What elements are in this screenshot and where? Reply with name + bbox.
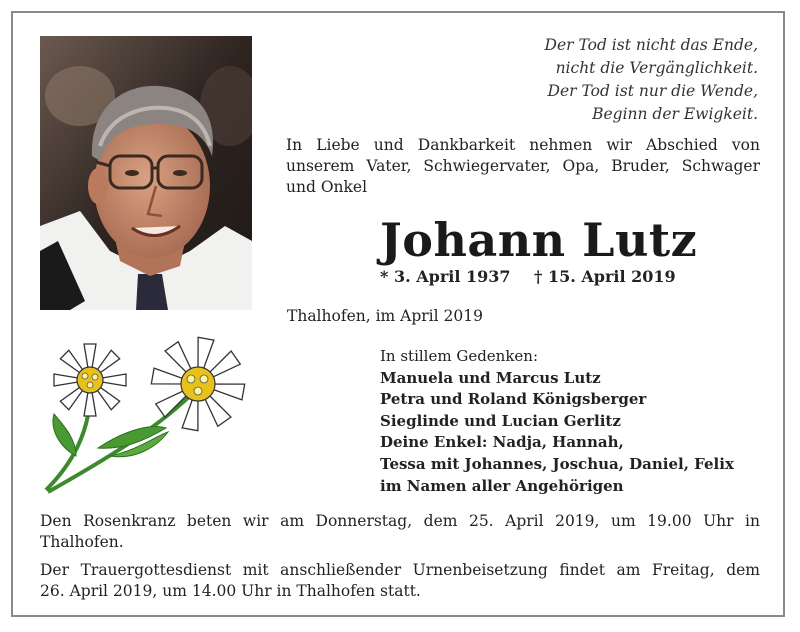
place-date: Thalhofen, im April 2019	[287, 307, 483, 325]
deceased-name: Johann Lutz	[380, 213, 698, 267]
intro-line: und Onkel	[286, 178, 368, 196]
notice-line: Thalhofen.	[40, 533, 124, 551]
mourner-name: im Namen aller Angehörigen	[380, 476, 624, 495]
mourners-block	[380, 346, 734, 497]
poem-line: nicht die Vergänglichkeit.	[555, 59, 758, 77]
mourner-name: Sieglinde und Lucian Gerlitz	[380, 411, 621, 430]
poem-line: Beginn der Ewigkeit.	[592, 105, 758, 123]
intro-text	[286, 135, 760, 198]
notice-line: 26. April 2019, um 14.00 Uhr in Thalhofen statt.	[40, 582, 421, 600]
portrait-photo	[40, 36, 252, 310]
edelweiss-icon	[38, 328, 258, 498]
mourner-name: Deine Enkel: Nadja, Hannah,	[380, 433, 624, 452]
mourners-lead: In stillem Gedenken:	[380, 347, 539, 365]
notice-line: Der Trauergottesdienst mit anschließender Urnenbeisetzung findet am Freitag, dem	[40, 561, 760, 579]
mourner-name: Petra und Roland Königsberger	[380, 390, 647, 409]
poem-line: Der Tod ist nicht das Ende,	[544, 36, 758, 54]
notice-line: Den Rosenkranz beten wir am Donnerstag, dem 25. April 2019, um 19.00 Uhr in	[40, 512, 760, 530]
intro-line: In Liebe und Dankbarkeit nehmen wir Abschied von	[286, 136, 760, 154]
poem	[545, 34, 758, 126]
service-notice	[40, 560, 760, 602]
birth-date: * 3. April 1937	[380, 267, 511, 286]
intro-line: unserem Vater, Schwiegervater, Opa, Bruder, Schwager	[286, 157, 760, 175]
poem-line: Der Tod ist nur die Wende,	[547, 82, 758, 100]
portrait-illustration	[40, 36, 252, 310]
edelweiss-illustration	[38, 328, 258, 498]
mourner-name: Manuela und Marcus Lutz	[380, 368, 601, 387]
rosary-notice	[40, 511, 760, 553]
death-date: † 15. April 2019	[534, 267, 676, 286]
mourner-name: Tessa mit Johannes, Joschua, Daniel, Felix	[380, 454, 734, 473]
